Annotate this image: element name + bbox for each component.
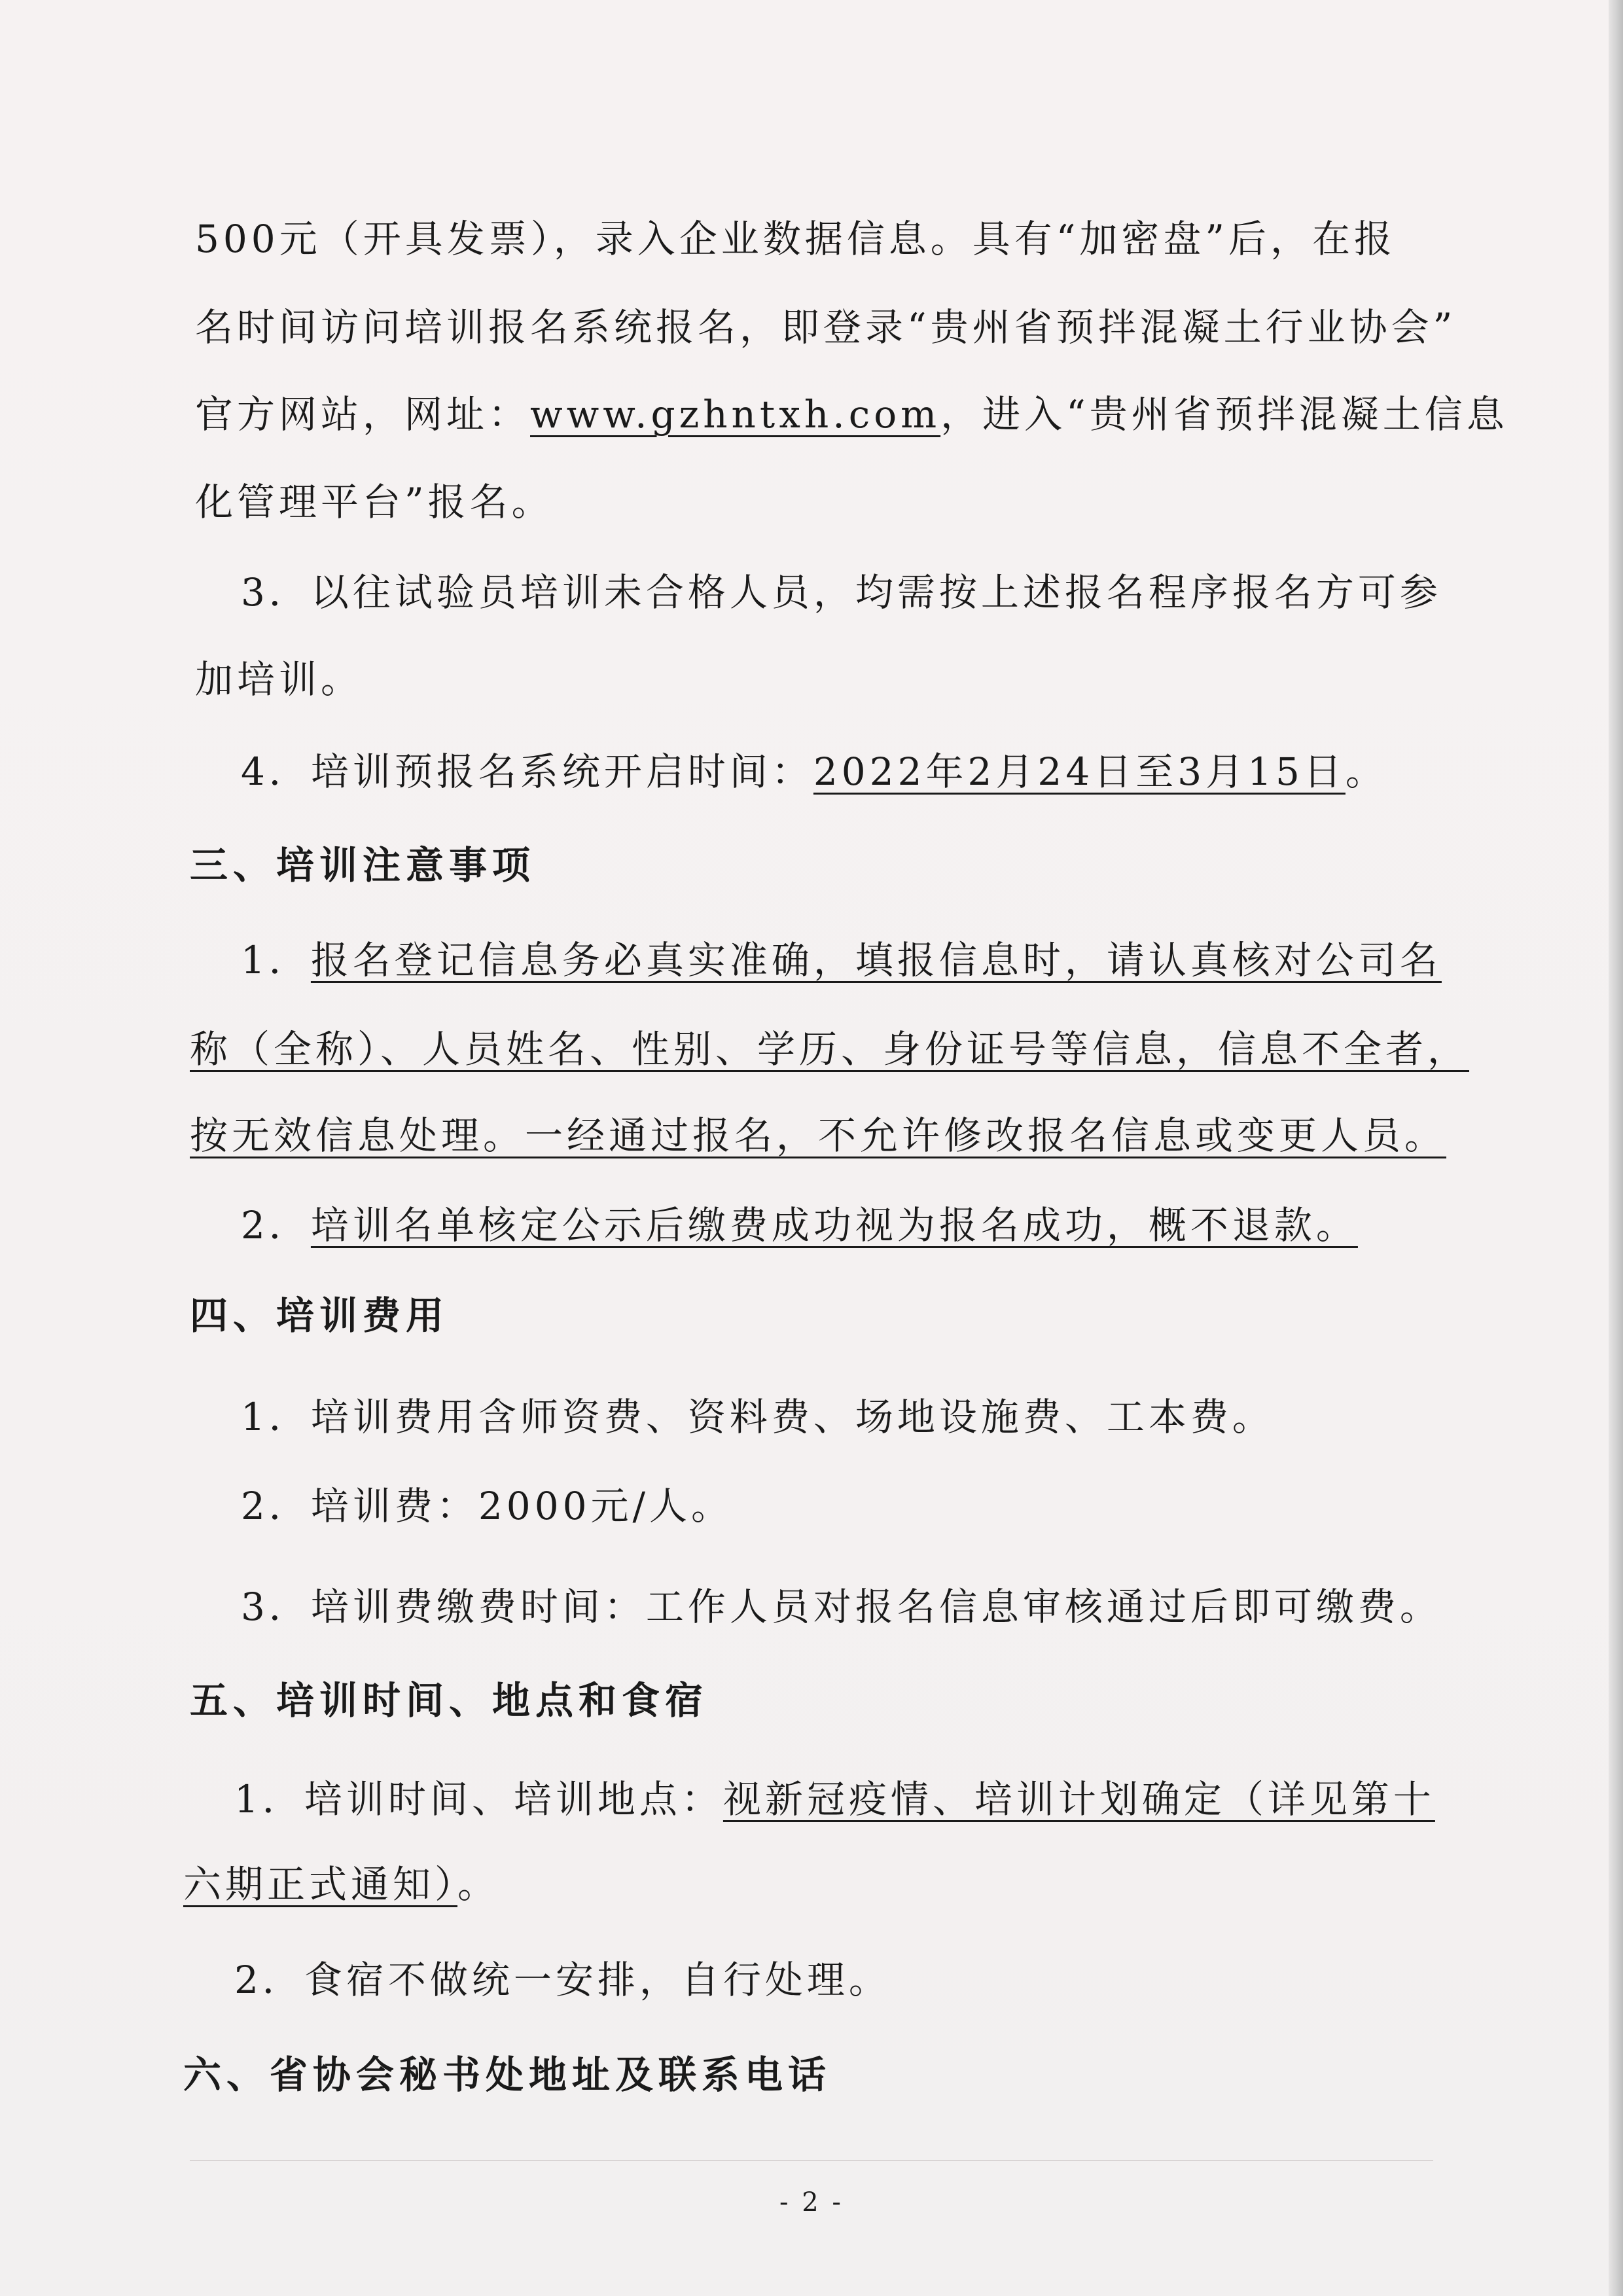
registration-period: 2022年2月24日至3月15日 [813, 749, 1346, 794]
body-line-17: 2．食宿不做统一安排，自行处理。 [234, 1958, 891, 2002]
body-line-16-underlined: 六期正式通知） [183, 1862, 458, 1907]
body-line-1: 500元（开具发票），录入企业数据信息。具有“加密盘”后，在报 [195, 217, 1397, 261]
body-line-11-underlined: 培训名单核定公示后缴费成功视为报名成功，概不退款。 [310, 1203, 1358, 1247]
body-line-15-underlined: 视新冠疫情、培训计划确定（详见第十 [722, 1777, 1435, 1821]
body-line-9: 称（全称）、人员姓名、性别、学历、身份证号等信息，信息不全者， [190, 1027, 1470, 1071]
footer-rule [190, 2160, 1433, 2161]
body-line-8 [241, 937, 1442, 983]
section-heading-3: 三、培训注意事项 [190, 843, 536, 888]
website-link[interactable]: www.gzhntxh.com [530, 392, 941, 437]
body-line-8-underlined: 报名登记信息务必真实准确，填报信息时，请认真核对公司名 [310, 938, 1442, 982]
body-line-12: 1．培训费用含师资费、资料费、场地设施费、工本费。 [241, 1395, 1274, 1439]
body-line-4: 化管理平台”报名。 [195, 480, 554, 524]
body-line-3-text-a: 官方网站，网址： [195, 392, 531, 437]
body-line-7-text-a: 4．培训预报名系统开启时间： [241, 749, 813, 794]
section-heading-5: 五、培训时间、地点和食宿 [190, 1678, 709, 1723]
body-line-8-text-a: 1． [241, 938, 311, 982]
body-line-2: 名时间访问培训报名系统报名，即登录“贵州省预拌混凝土行业协会” [195, 305, 1457, 350]
body-line-3-text-b: ，进入“贵州省预拌混凝土信息 [940, 392, 1508, 437]
page-number: - 2 - [779, 2187, 844, 2217]
scan-edge [1609, 0, 1623, 2296]
body-line-7-text-b: 。 [1345, 749, 1387, 794]
section-heading-6: 六、省协会秘书处地址及联系电话 [183, 2053, 832, 2097]
body-line-15 [234, 1776, 1435, 1822]
section-heading-4: 四、培训费用 [190, 1293, 450, 1338]
body-line-11-text-a: 2． [241, 1203, 311, 1247]
body-line-14: 3．培训费缴费时间：工作人员对报名信息审核通过后即可缴费。 [241, 1585, 1442, 1629]
body-line-16-text-b: 。 [457, 1862, 500, 1907]
body-line-10: 按无效信息处理。一经通过报名，不允许修改报名信息或变更人员。 [190, 1113, 1447, 1158]
body-line-15-text-a: 1．培训时间、培训地点： [234, 1777, 723, 1821]
body-line-13: 2．培训费：2000元/人。 [241, 1484, 734, 1528]
body-line-5: 3．以往试验员培训未合格人员，均需按上述报名程序报名方可参 [241, 570, 1442, 615]
body-line-7 [241, 749, 1387, 795]
body-line-16 [183, 1861, 499, 1907]
body-line-3 [195, 391, 1508, 437]
body-line-11 [241, 1202, 1358, 1248]
body-line-6: 加培训。 [195, 657, 363, 702]
